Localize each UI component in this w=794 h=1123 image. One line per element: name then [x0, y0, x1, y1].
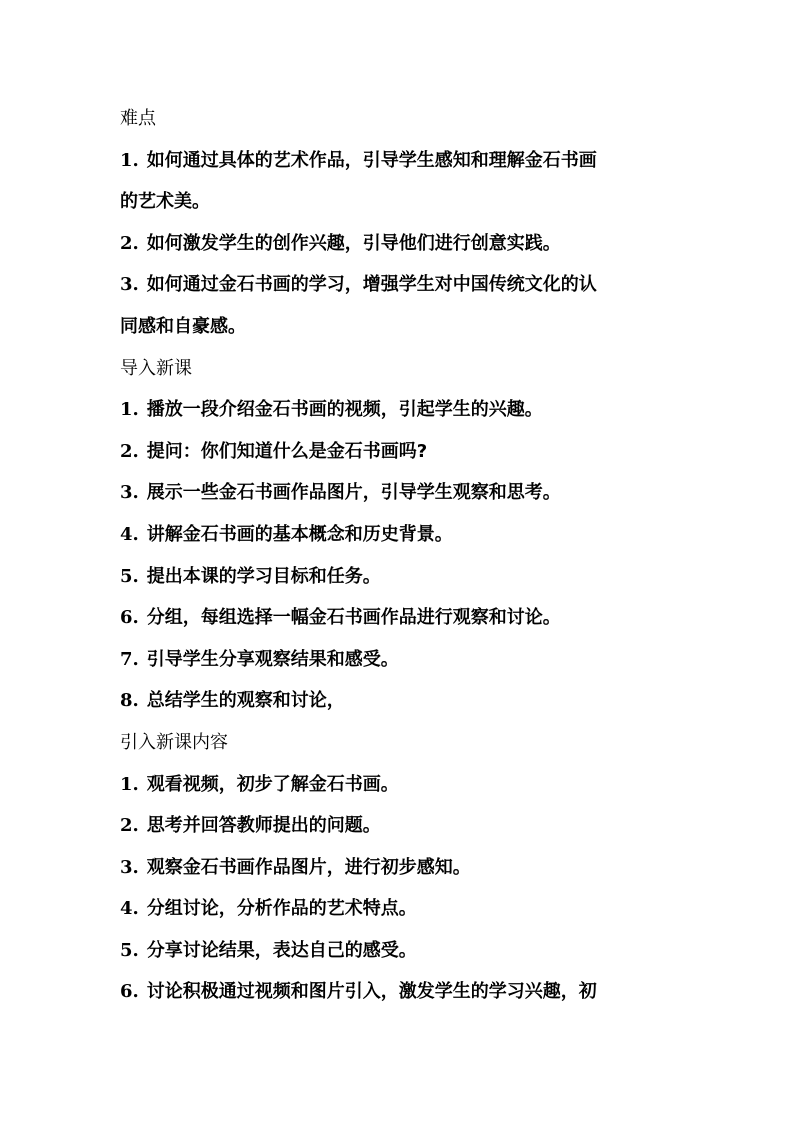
item-text: 如何通过金石书画的学习，增强学生对中国传统文化的认	[146, 274, 597, 296]
item-text: 分组，每组选择一幅金石书画作品进行观察和讨论。	[146, 607, 561, 629]
list-item	[120, 847, 680, 889]
list-item	[120, 514, 680, 556]
item-number: 1.	[120, 773, 139, 795]
list-item	[120, 556, 680, 598]
item-text: 播放一段介绍金石书画的视频，引起学生的兴趣。	[146, 399, 543, 421]
list-item	[120, 680, 680, 722]
list-item	[120, 597, 680, 639]
item-number: 6.	[120, 981, 139, 1003]
list-item	[120, 389, 680, 431]
item-text: 分享讨论结果，表达自己的感受。	[146, 939, 417, 961]
item-number: 8.	[120, 690, 139, 712]
list-item	[120, 472, 680, 514]
item-text: 讨论积极通过视频和图片引入，激发学生的学习兴趣，初	[146, 981, 597, 1003]
item-number: 7.	[120, 648, 139, 670]
item-text: 总结学生的观察和讨论，	[146, 690, 345, 712]
list-item	[120, 888, 680, 930]
item-number: 3.	[120, 482, 139, 504]
item-text: 分组讨论，分析作品的艺术特点。	[146, 898, 417, 920]
item-text: 观看视频，初步了解金石书画。	[146, 773, 399, 795]
item-text: 如何通过具体的艺术作品，引导学生感知和理解金石书画	[146, 149, 597, 171]
item-number: 5.	[120, 565, 139, 587]
item-text: 的艺术美。	[120, 191, 210, 213]
item-text: 讲解金石书画的基本概念和历史背景。	[146, 523, 453, 545]
item-number: 1.	[120, 149, 139, 171]
list-item	[120, 639, 680, 681]
section-heading-new-content: 引入新课内容	[120, 731, 228, 753]
item-text: 展示一些金石书画作品图片，引导学生观察和思考。	[146, 482, 561, 504]
list-item	[120, 264, 680, 306]
section-heading-intro-lesson: 导入新课	[120, 357, 192, 379]
item-number: 4.	[120, 898, 139, 920]
item-number: 3.	[120, 274, 139, 296]
item-text: 引导学生分享观察结果和感受。	[146, 648, 399, 670]
item-text: 思考并回答教师提出的问题。	[146, 815, 381, 837]
item-number: 4.	[120, 523, 139, 545]
item-number: 2.	[120, 440, 139, 462]
section-heading-difficulties: 难点	[120, 108, 156, 129]
list-item-continuation	[120, 181, 680, 223]
list-item	[120, 971, 680, 1013]
item-number: 3.	[120, 856, 139, 878]
item-text: 提问：你们知道什么是金石书画吗?	[146, 440, 428, 462]
list-item	[120, 805, 680, 847]
item-number: 2.	[120, 232, 139, 254]
item-number: 5.	[120, 939, 139, 961]
item-number: 6.	[120, 607, 139, 629]
list-item	[120, 431, 680, 473]
item-text: 提出本课的学习目标和任务。	[146, 565, 381, 587]
list-item	[120, 764, 680, 806]
list-item	[120, 930, 680, 972]
item-text: 观察金石书画作品图片，进行初步感知。	[146, 856, 471, 878]
list-item-continuation	[120, 306, 680, 348]
item-text: 如何激发学生的创作兴趣，引导他们进行创意实践。	[146, 232, 561, 254]
item-text: 同感和自豪感。	[120, 315, 246, 337]
document-body	[120, 98, 680, 1013]
item-number: 1.	[120, 399, 139, 421]
list-item	[120, 140, 680, 182]
list-item	[120, 223, 680, 265]
item-number: 2.	[120, 815, 139, 837]
